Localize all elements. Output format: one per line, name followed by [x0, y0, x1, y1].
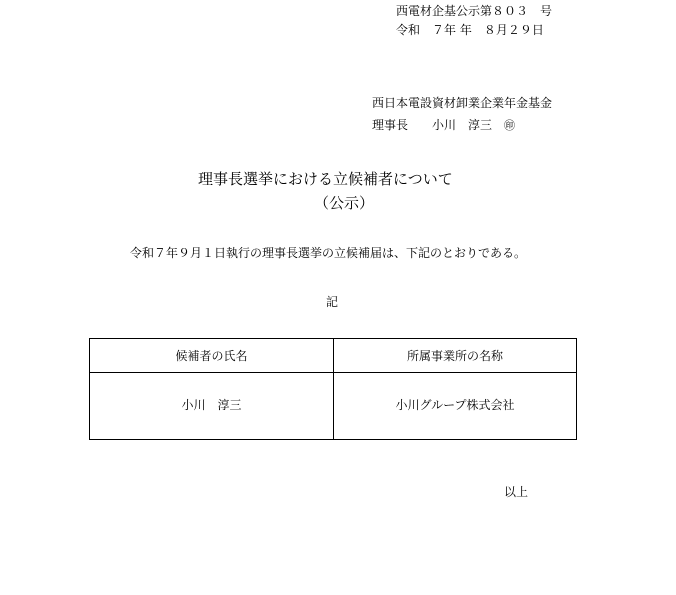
ki-label: 記 [326, 295, 339, 309]
cell-candidate-name [90, 373, 334, 440]
cell-office-name [334, 373, 577, 440]
header-candidate-name: 候補者の氏名 [90, 339, 334, 373]
office-name: 小川グループ株式会社 [395, 397, 515, 412]
candidates-table [89, 338, 577, 440]
document-title: 理事長選挙における立候補者について [198, 170, 453, 188]
document-subtitle: （公示） [314, 194, 375, 212]
chairman-name: 理事長 小川 淳三 [372, 118, 505, 132]
sender-organization: 西日本電設資材卸業企業年金基金 [372, 96, 553, 110]
document-date: 令和 ７年 年 ８月２９日 [396, 23, 544, 37]
body-paragraph: 令和７年９月１日執行の理事長選挙の立候補届は、下記のとおりである。 [130, 246, 527, 260]
candidate-name: 小川 淳三 [181, 397, 242, 412]
sender-chairman [372, 119, 515, 131]
closing-text: 以上 [504, 485, 529, 499]
table-row [90, 373, 577, 440]
table-header-row [90, 339, 577, 373]
seal-mark: ㊞ [504, 119, 516, 132]
header-office-name: 所属事業所の名称 [334, 339, 577, 373]
document-number: 西電材企基公示第８０３ 号 [396, 4, 553, 18]
